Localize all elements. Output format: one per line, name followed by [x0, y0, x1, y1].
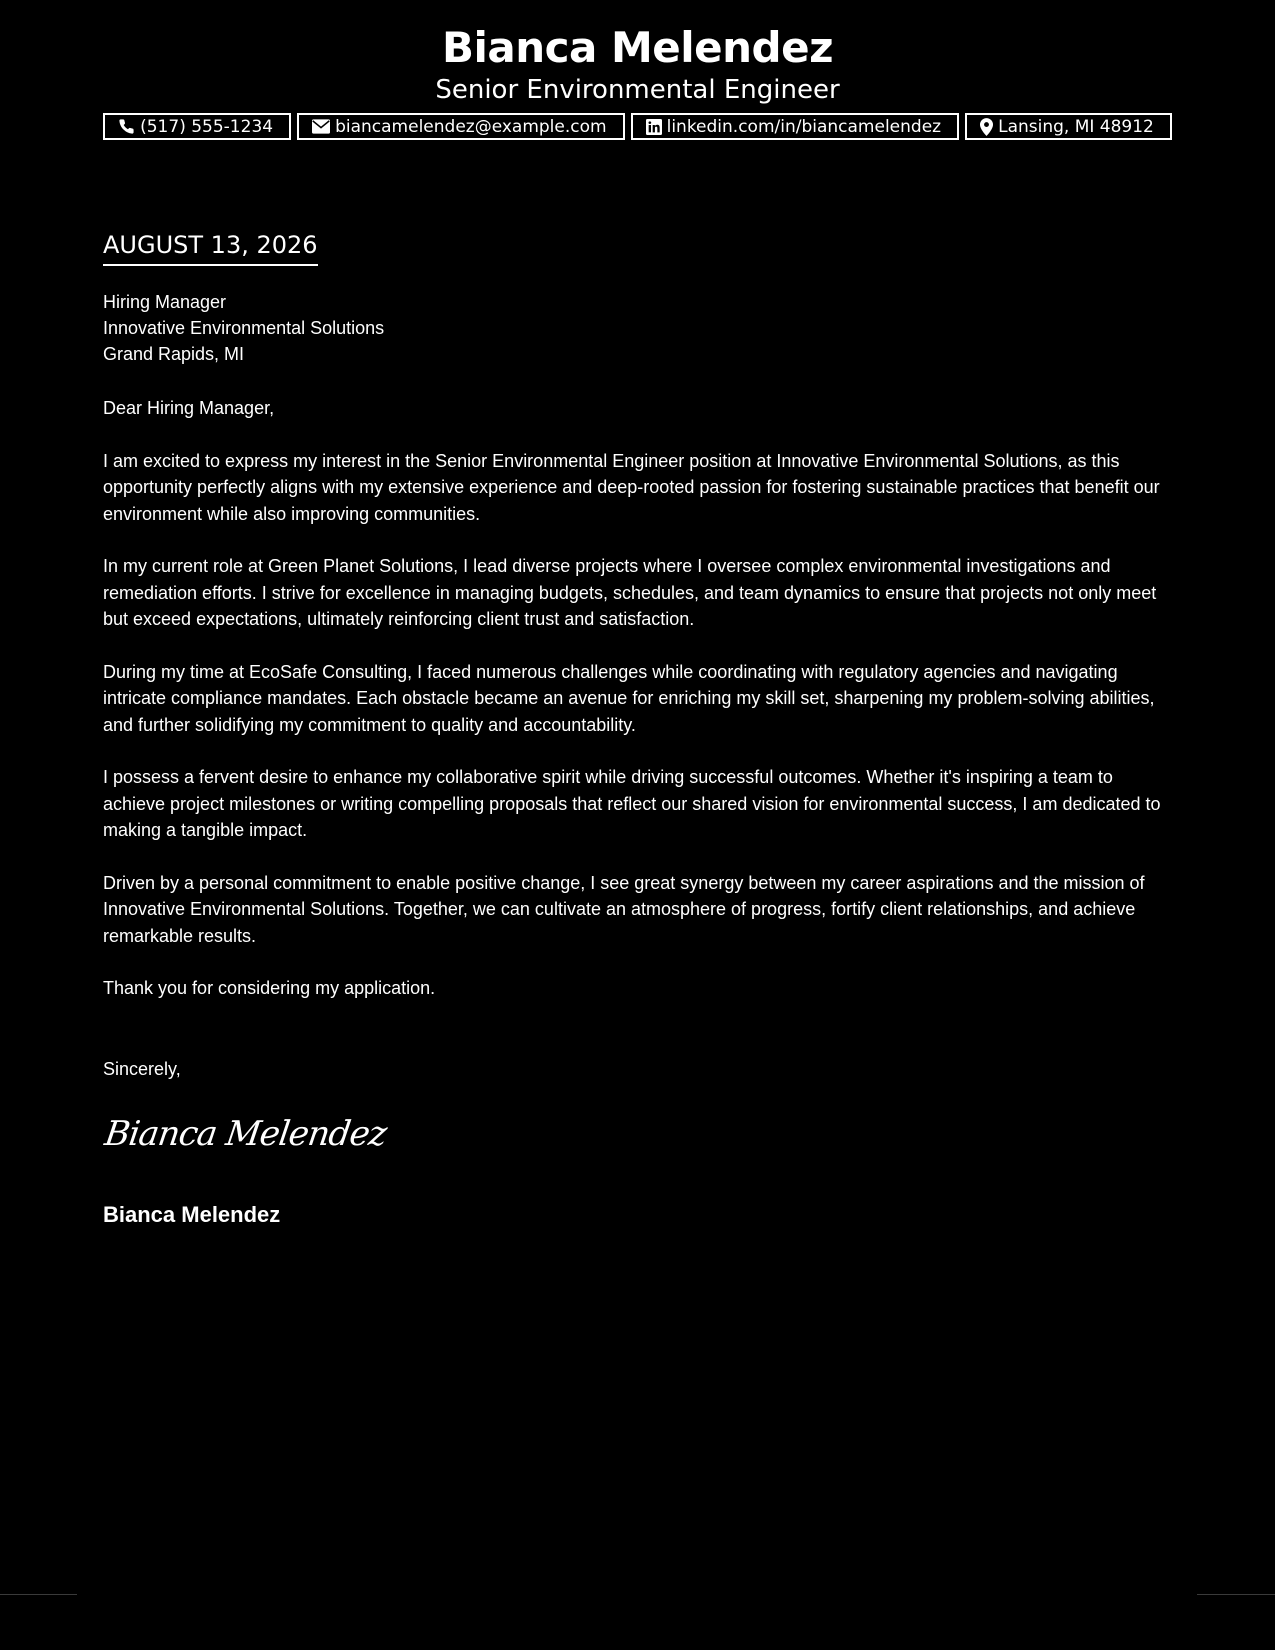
- handwritten-signature: Bianca Melendez: [102, 1114, 389, 1154]
- footer-divider-right: [1197, 1594, 1275, 1595]
- recipient-block: [103, 289, 384, 367]
- salutation: Dear Hiring Manager,: [103, 398, 275, 418]
- body-paragraph: During my time at EcoSafe Consulting, I faced numerous challenges while coordinating with regulatory agencies and navigating intricate compliance mandates. Each obstacle became an avenue for enriching my skill set, sharpening my problem-solving abilities, and further solidifying my commitment to quality and accountability.: [103, 661, 1155, 735]
- email-contact[interactable]: [297, 113, 625, 140]
- contact-bar: [0, 113, 1275, 140]
- phone-contact[interactable]: [103, 113, 291, 140]
- thanks-line: Thank you for considering my application.: [103, 978, 436, 998]
- map-pin-icon: [980, 118, 993, 136]
- linkedin-text: linkedin.com/in/biancamelendez: [666, 116, 942, 137]
- body-paragraph: I am excited to express my interest in the Senior Environmental Engineer position at Innovative Environmental Solutions, as this opportunity perfectly aligns with my extensive experience and deep-rooted passion for fostering sustainable practices that benefit our environment while also improving communities.: [103, 450, 1160, 524]
- applicant-name: Bianca Melendez: [441, 23, 834, 72]
- linkedin-contact[interactable]: [631, 113, 960, 140]
- phone-text: (517) 555-1234: [140, 116, 274, 137]
- phone-icon: [118, 118, 135, 135]
- recipient-line: Hiring Manager: [103, 292, 227, 312]
- footer-divider-left: [0, 1594, 77, 1595]
- email-text: biancamelendez@example.com: [335, 116, 607, 137]
- body-paragraph: I possess a fervent desire to enhance my collaborative spirit while driving successful outcomes. Whether it's inspiring a team to achieve project milestones or writing compelling proposals that reflect our shared vision for environmental success, I am dedicated to making a tangible impact.: [103, 767, 1161, 840]
- location-contact[interactable]: [965, 113, 1172, 140]
- recipient-line: Grand Rapids, MI: [103, 344, 245, 364]
- applicant-title: Senior Environmental Engineer: [435, 75, 840, 105]
- envelope-icon: [312, 119, 330, 134]
- body-paragraph: Driven by a personal commitment to enable positive change, I see great synergy between my career aspirations and the mission of Innovative Environmental Solutions. Together, we can cultivate an atmosphere of progress, fortify client relationships, and achieve remarkable results.: [103, 872, 1145, 946]
- recipient-line: Innovative Environmental Solutions: [103, 318, 385, 338]
- location-text: Lansing, MI 48912: [998, 116, 1154, 137]
- closing-line: Sincerely,: [103, 1059, 181, 1079]
- body-paragraph: In my current role at Green Planet Solutions, I lead diverse projects where I oversee complex environmental investigations and remediation efforts. I strive for excellence in managing budgets, schedules, and team dynamics to ensure that projects not only meet but exceed expectations, ultimately reinforcing client trust and satisfaction.: [103, 556, 1157, 629]
- letter-header: [0, 22, 1275, 106]
- letter-date: AUGUST 13, 2026: [103, 228, 318, 266]
- letter-body: [103, 395, 1178, 1028]
- linkedin-icon: [646, 119, 662, 135]
- signer-name: Bianca Melendez: [103, 1202, 281, 1227]
